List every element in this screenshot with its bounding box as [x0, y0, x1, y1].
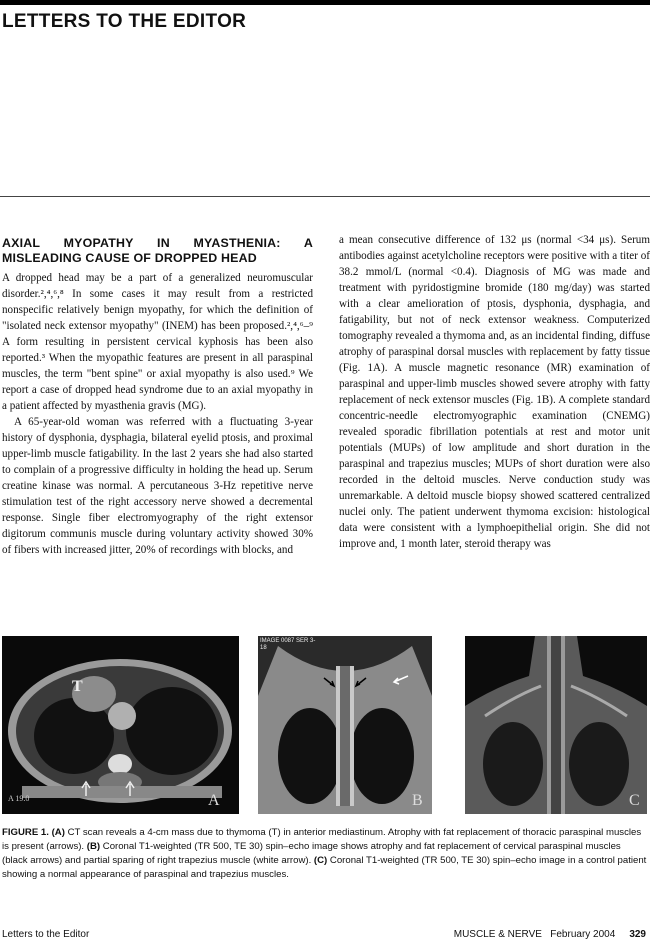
figure-caption: [2, 826, 648, 882]
ct-overlay-text: A 19.0: [8, 794, 30, 803]
left-column: [2, 232, 313, 558]
top-rule: [0, 0, 650, 5]
caption-c-text: Coronal T1-weighted (TR 500, TE 30) spin–echo image in a control patient showing a normal appearance of paraspinal and trapezius muscles.: [2, 855, 647, 880]
footer-journal-info: [454, 929, 646, 940]
figure-panel-b: [258, 636, 432, 814]
caption-a-label: (A): [51, 827, 65, 838]
caption-a-text: CT scan reveals a 4-cm mass due to thymoma (T) in anterior mediastinum. Atrophy with fat replacement of thoracic paraspinal muscles is present (arrows).: [2, 827, 642, 852]
figure-panel-c: [465, 636, 647, 814]
paragraph-continued: a mean consecutive difference of 132 μs (normal <34 μs). Serum antibodies against acetylcholine receptors were positive with a titer of 38.2 mmol/L (normal <0.4). Diagnosis of MG was made and treatment with pyridostigmine bromide (180 mg/day) was started with a clear amelioration of ptosis, dysphonia, dysphagia, and fatigability, but not of neck extensor weakness. Computerized tomography revealed a thymoma and, as an incidental finding, diffuse atrophy of paraspinal dorsal muscles with replacement by fatty tissue (Fig. 1A). A muscle magnetic resonance (MR) examination of paraspinal and upper-limb muscles showed severe atrophy with fatty replacement of neck extensor muscles (Fig. 1B). A complete standard concentric-needle electromyographic examination (CNEMG) revealed sporadic fibrillation potentials at rest and motor unit potentials (MUPs) of low amplitude and short duration in the paraspinal and trapezius muscles; MUPs of short duration were also recorded in the deltoid muscles. Nerve conduction study was unremarkable. A deltoid muscle biopsy showed scattered centralized nuclei only. The patient underwent thymoma excision: histological data were consistent with a lymphoepithelial origin. She did not improve and, 1 month later, steroid therapy was: [339, 234, 650, 550]
header-divider: [0, 196, 650, 197]
right-column: [339, 232, 650, 552]
article-title: AXIAL MYOPATHY IN MYASTHENIA: A MISLEADING CAUSE OF DROPPED HEAD: [2, 236, 313, 265]
page-number: 329: [629, 929, 646, 940]
caption-b-label: (B): [86, 841, 101, 852]
caption-b-text: Coronal T1-weighted (TR 500, TE 30) spin–echo image shows atrophy and fat replacement of cervical paraspinal muscles (black arrows) and partial sparing of right trapezius muscle (white arrow).: [2, 841, 621, 866]
panel-label-a: A: [208, 792, 220, 809]
mr-image-patient: [258, 636, 432, 814]
footer-date: February 2004: [550, 929, 616, 940]
panel-label-b: B: [412, 792, 423, 809]
footer-journal: MUSCLE & NERVE: [453, 929, 542, 940]
ct-scan-image: [2, 636, 239, 814]
mr-image-control: [465, 636, 647, 814]
thymoma-marker: T: [72, 678, 83, 695]
figure-panel-a: [2, 636, 239, 814]
paragraph-case: A 65-year-old woman was referred with a fluctuating 3-year history of dysphonia, dysphagia, bilateral eyelid ptosis, and proximal upper-limb muscle fatigability. In the last 2 years she had also started to complain of a progressive difficulty in holding the head up. Serum creatine kinase was normal. A percutaneous 3-Hz repetitive nerve stimulation test of the right accessory nerve showed a decremental response. Single fiber electromyography of the right extensor digitorum communis muscle during voluntary activity showed 30% of fibers with increased jitter, 20% of recordings with blocks, and: [2, 416, 313, 556]
paragraph-intro: A dropped head may be a part of a generalized neuromuscular disorder.²,⁴,⁶,⁸ In some cases it may result from a restricted nonspecific relatively benign myopathy, for which the definition of "isolated neck extensor myopathy" (INEM) has been proposed.²,⁴,⁶–⁹ A form resulting in persistent cervical kyphosis has been also reported.³ When the myopathic features are present in all paraspinal muscles, the term "bent spine" or axial myopathy is also used.⁹ We report a case of dropped head syndrome due to an axial myopathy in a patient affected by myasthenia gravis (MG).: [2, 272, 313, 412]
section-title: LETTERS TO THE EDITOR: [2, 11, 247, 32]
caption-label: FIGURE 1.: [2, 827, 49, 838]
footer-section: Letters to the Editor: [2, 929, 90, 940]
caption-c-label: (C): [313, 855, 328, 866]
mr-overlay-text: IMAGE 0087 SER 3-18: [260, 638, 316, 651]
panel-label-c: C: [629, 792, 640, 809]
